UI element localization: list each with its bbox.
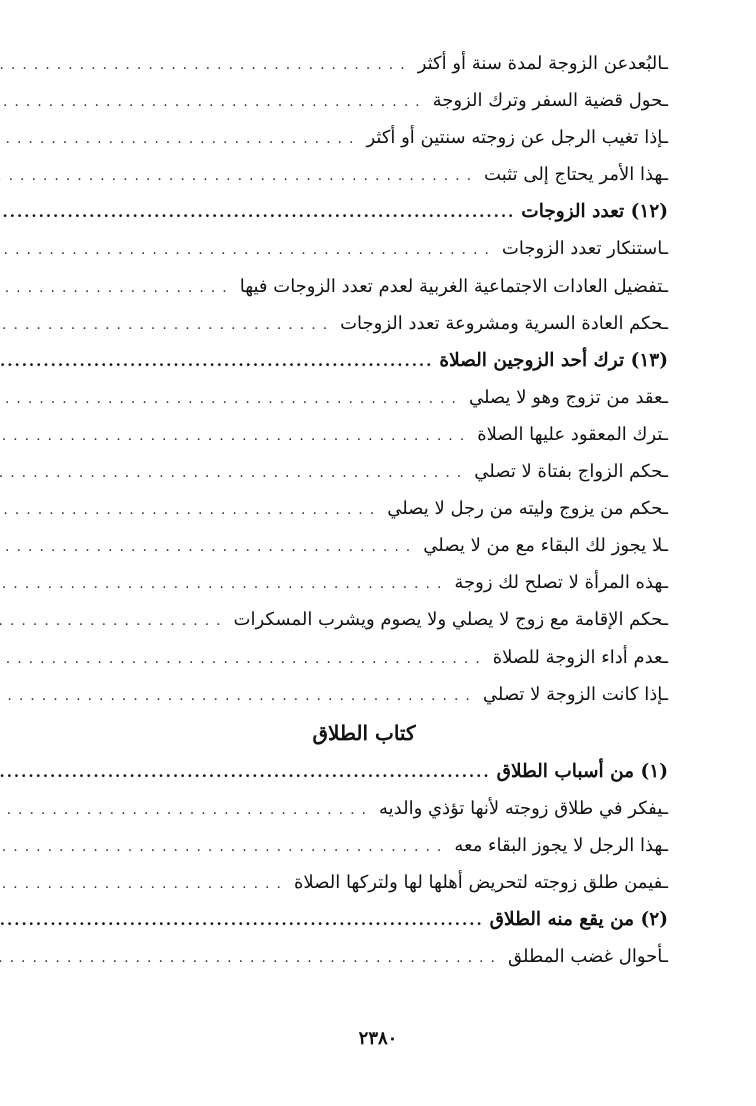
entry-title: ـحكم الزواج بفتاة لا تصلي (474, 461, 668, 483)
dot-leader (0, 418, 471, 455)
dot-leader (0, 381, 463, 418)
dot-leader (0, 232, 496, 269)
toc-entry[interactable] (60, 305, 668, 342)
entry-title: ـحكم العادة السرية ومشروعة تعدد الزوجات (340, 312, 668, 334)
toc-section-heading[interactable] (60, 753, 668, 790)
entry-title: ـحكم الإقامة مع زوج لا يصلي ولا يصوم ويشرب المسكرات (233, 609, 668, 631)
dot-leader (0, 902, 484, 939)
dot-leader (0, 492, 381, 529)
entry-title: ـإذا كانت الزوجة لا تصلي (482, 683, 668, 705)
toc-section-heading[interactable] (60, 342, 668, 379)
dot-leader (0, 678, 477, 715)
entry-title: ـإذا تغيب الرجل عن زوجته سنتين أو أكثر (366, 127, 668, 149)
toc-entry[interactable] (60, 82, 668, 119)
section-title: (١) من أسباب الطلاق (496, 760, 668, 782)
toc-entry[interactable] (60, 527, 668, 564)
toc-entry[interactable] (60, 938, 668, 975)
dot-leader (0, 158, 478, 195)
dot-leader (0, 270, 234, 307)
entry-title: ـفيمن طلق زوجته لتحريض أهلها لها ولتركها الصلاة (293, 871, 668, 893)
table-of-contents (60, 45, 668, 975)
dot-leader (0, 194, 515, 231)
dot-leader (0, 529, 417, 566)
toc-entry[interactable] (60, 601, 668, 638)
entry-title: ـعدم أداء الزوجة للصلاة (492, 646, 668, 668)
entry-title: ـهذا الرجل لا يجوز البقاء معه (454, 834, 668, 856)
entry-title: ـتفضيل العادات الاجتماعية الغربية لعدم تعدد الزوجات فيها (239, 275, 668, 297)
dot-leader (0, 940, 502, 977)
toc-entry[interactable] (60, 416, 668, 453)
section-title: (١٢) تعدد الزوجات (521, 201, 668, 223)
dot-leader (0, 84, 427, 121)
section-title: (١٣) ترك أحد الزوجين الصلاة (439, 349, 668, 371)
toc-entry[interactable] (60, 45, 668, 82)
entry-title: ـحول قضية السفر وترك الزوجة (432, 90, 668, 112)
toc-section-heading[interactable] (60, 901, 668, 938)
dot-leader (0, 792, 373, 829)
toc-entry[interactable] (60, 790, 668, 827)
dot-leader (0, 754, 491, 791)
toc-entry[interactable] (60, 676, 668, 713)
entry-title: ـترك المعقود عليها الصلاة (477, 423, 668, 445)
entry-title: ـحكم من يزوج وليته من رجل لا يصلي (387, 498, 668, 520)
toc-entry[interactable] (60, 453, 668, 490)
toc-entry[interactable] (60, 827, 668, 864)
dot-leader (0, 641, 487, 678)
toc-entry[interactable] (60, 639, 668, 676)
entry-title: ـأحوال غضب المطلق (507, 946, 668, 968)
toc-entry[interactable] (60, 156, 668, 193)
dot-leader (0, 866, 288, 903)
entry-title: ـهذه المرأة لا تصلح لك زوجة (454, 572, 668, 594)
dot-leader (0, 121, 360, 158)
dot-leader (0, 829, 448, 866)
toc-entry[interactable] (60, 379, 668, 416)
dot-leader (0, 603, 228, 640)
page-folio-number: ٢٣٨٠ (358, 1028, 398, 1049)
toc-section-heading[interactable] (60, 193, 668, 230)
toc-entry[interactable] (60, 564, 668, 601)
dot-leader (0, 566, 448, 603)
section-title: (٢) من يقع منه الطلاق (489, 909, 668, 931)
entry-title: ـلا يجوز لك البقاء مع من لا يصلي (423, 535, 668, 557)
dot-leader (0, 47, 412, 84)
toc-entry[interactable] (60, 864, 668, 901)
toc-entry[interactable] (60, 268, 668, 305)
dot-leader (0, 455, 468, 492)
toc-entry[interactable] (60, 119, 668, 156)
entry-title: ـهذا الأمر يحتاج إلى تثبت (484, 164, 668, 186)
toc-entry[interactable] (60, 230, 668, 267)
dot-leader (0, 343, 433, 380)
entry-title: ـعقد من تزوج وهو لا يصلي (468, 386, 668, 408)
toc-entry[interactable] (60, 490, 668, 527)
dot-leader (0, 307, 334, 344)
entry-title: ـالبُعدعن الزوجة لمدة سنة أو أكثر (417, 53, 668, 74)
book-heading: كتاب الطلاق (312, 720, 416, 745)
entry-title: ـيفكر في طلاق زوجته لأنها تؤذي والديه (378, 797, 668, 819)
entry-title: ـاستنكار تعدد الزوجات (501, 238, 668, 260)
